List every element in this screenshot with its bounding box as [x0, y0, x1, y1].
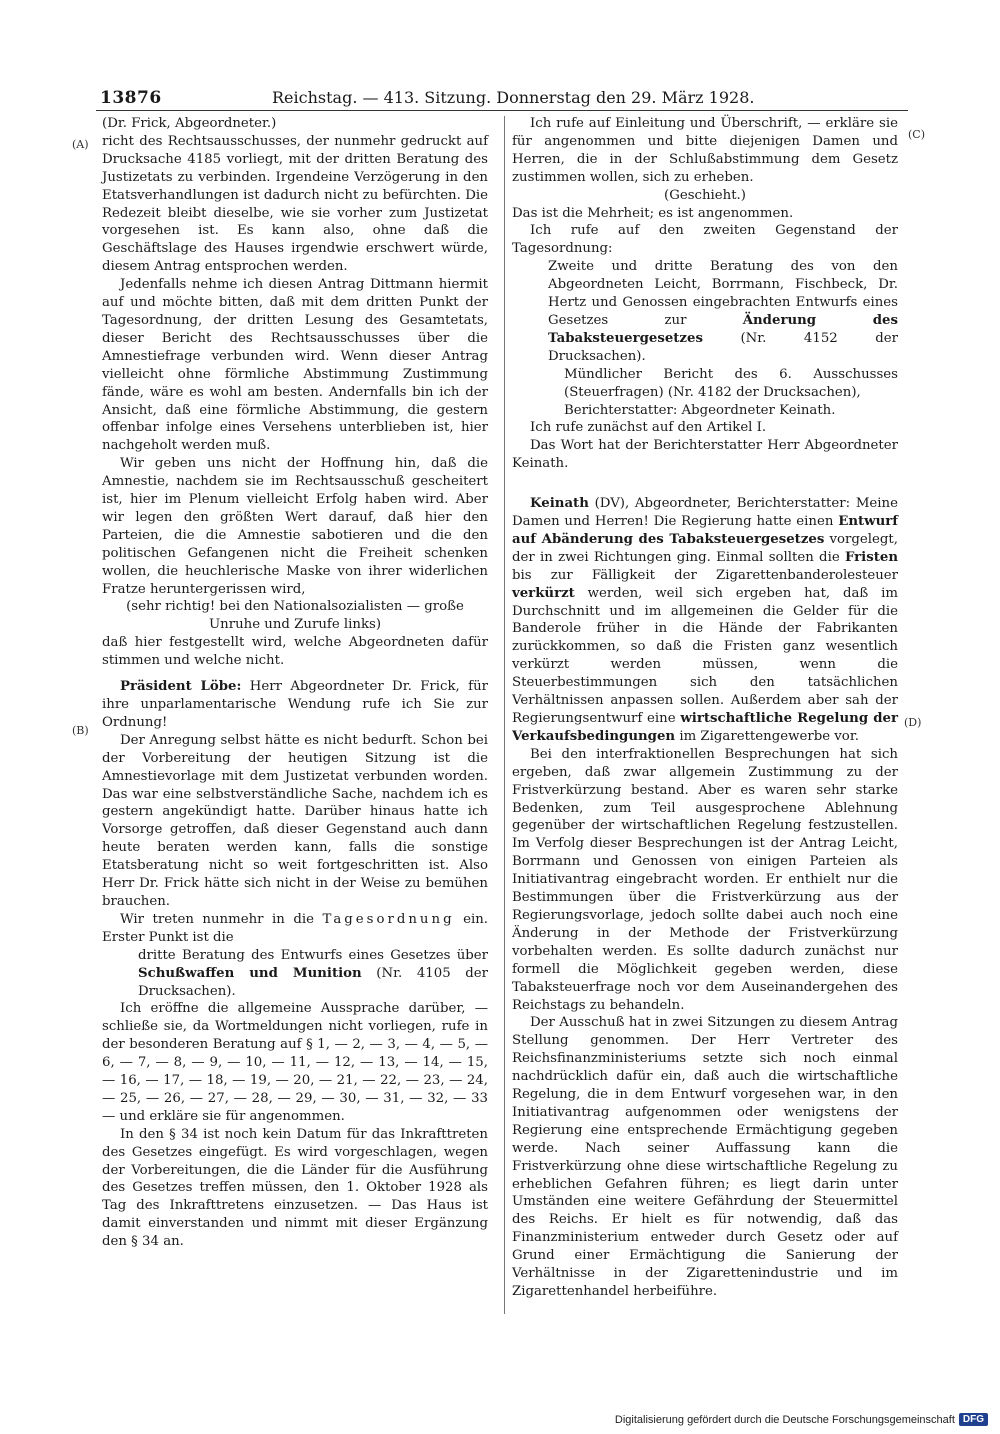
emphasis: Fristen	[844, 549, 898, 565]
paragraph: richt des Rechtsausschusses, der nunmehr gedruckt auf Drucksache 4185 vorliegt, mit der dritten Beratung des Justizetats zu verbinden. Irgendeine Verzögerung in den Etatsverhandlungen ist dadurch nicht zu befürchten. Die Redezeit bleibt dieselbe, wie sie vorher zum Justizetat vorgesehen ist. Es kann also, ohne daß die Geschäftslage des Hauses irgendwie erschwert würde, diesem Antrag entsprochen werden.	[102, 133, 488, 275]
footer-text: Digitalisierung gefördert durch die Deutsche Forschungsgemeinschaft	[614, 1413, 955, 1426]
speaker-continuation: (Dr. Frick, Abgeordneter.)	[102, 116, 277, 131]
paragraph: Der Ausschuß hat in zwei Sitzungen zu diesem Antrag Stellung genommen. Der Herr Vertreter des Reichsfinanzministeriums setzte sich noch einmal nachdrücklich dafür ein, daß auch die wirtschaftliche Regelung, die in dem Entwurf vorgesehen war, in den Initiativantrag aufgenommen oder wenigstens der Regierung eine entsprechende Ermächtigung gegeben werde. Nach seiner Auffassung kann die Fristverkürzung ohne diese wirtschaftliche Regelung zu erheblichen Gefahren führen; es liegt darin unter Umständen eine weitere Gefährdung der Steuermittel des Reichs. Er hielt es für notwendig, daß das Finanzministerium entweder durch Gesetz oder auf Grund einer Ermächtigung die Sanierung der Verhältnisse in der Zigarettenindustrie und im Zigarettenhandel herbeiführe.	[512, 1015, 898, 1299]
agenda-title: Änderung des Tabaksteuergesetzes	[548, 312, 898, 346]
speaker-name: Präsident Löbe:	[120, 679, 242, 695]
paragraph: Bei den interfraktionellen Besprechungen hat sich ergeben, daß zwar allgemein Zustimmung zu der Fristverkürzung bestand. Aber es waren sehr starke Bedenken, zum Teil ausgesprochene Ablehnung gegenüber der wirtschaftlichen Regelung festzustellen. Im Verfolg dieser Besprechungen ist der Antrag Leicht, Borrmann und Genossen von einigen Parteien als Initiativantrag eingebracht worden. Er enthielt nur die Bestimmungen über die Fristverkürzung aus der Regierungsvorlage, jedoch sollte dabei auch noch eine Änderung in der Methode der Fristverkürzung vorbehalten werden. Es sollte dadurch zunächst nur formell die Möglichkeit gegeben werden, diese Tabaksteuerfrage noch vor dem Auseinandergehen des Reichstags zu behandeln.	[512, 746, 898, 1013]
agenda-item: Zweite und dritte Beratung des von den Abgeordneten Leicht, Borrmann, Fischbeck, Dr. Hertz und Genossen eingebrachten Entwurfs eines Gesetzes zur Änderung des Tabaksteuergesetzes (Nr. 4152 der Drucksachen).	[548, 259, 898, 364]
emphasis: wirtschaftliche Regelung der Verkaufsbedingungen	[512, 711, 899, 744]
margin-mark-a: (A)	[72, 138, 89, 151]
paragraph: Ich rufe zunächst auf den Artikel I.	[530, 420, 767, 436]
agenda-item: dritte Beratung des Entwurfs eines Gesetzes über Schußwaffen und Munition (Nr. 4105 der Drucksachen).	[138, 947, 489, 999]
rapporteur-line: Berichterstatter: Abgeordneter Keinath.	[564, 402, 836, 418]
speaker-name: Keinath	[530, 496, 589, 512]
interjection: (sehr richtig! bei den Nationalsozialisten — große Unruhe und Zurufe links)	[126, 599, 464, 633]
paragraph: Der Anregung selbst hätte es nicht bedurft. Schon bei der Vorbereitung der heutigen Sitzung ist die Amnestievorlage mit dem Justizetat verbunden worden. Das war eine selbstverständliche Sache, nachdem ich es gestern angekündigt hatte. Darüber hinaus hatte ich Vorsorge getroffen, daß dieser Gegenstand auch dann heute beraten werden kann, falls die sonstige Etatsberatung nicht so weit fortgeschritten ist. Also Herr Dr. Frick hätte sich nicht in der Weise zu bemühen brauchen.	[102, 732, 488, 909]
margin-mark-b: (B)	[72, 724, 89, 737]
paragraph: Ich rufe auf den zweiten Gegenstand der Tagesordnung:	[512, 223, 898, 257]
right-column	[512, 115, 898, 1301]
paragraph: Das ist die Mehrheit; es ist angenommen.	[512, 205, 794, 221]
spaced-term: Tagesordnung	[322, 911, 455, 927]
speech-start: Präsident Löbe: Herr Abgeordneter Dr. Frick, für ihre unparlamentarische Wendung rufe ich Sie zur Ordnung!	[102, 679, 488, 730]
margin-mark-d: (D)	[904, 716, 922, 729]
paragraph: Jedenfalls nehme ich diesen Antrag Dittmann hiermit auf und möchte bitten, daß mit dem dritten Punkt der Tagesordnung, der dritten Lesung des Gesamtetats, dieser Bericht des Rechtsausschusses über die Amnestiefrage verbunden wird. Wenn dieser Antrag vielleicht ohne förmliche Abstimmung Zustimmung fände, wäre es wohl am besten. Andernfalls bin ich der Ansicht, daß eine förmliche Abstimmung, die gestern offenbar infolge eines Versehens unterblieben ist, hier nachgeholt werden muß.	[102, 277, 488, 454]
running-head: Reichstag. — 413. Sitzung. Donnerstag den 29. März 1928.	[272, 88, 755, 107]
dfg-logo-icon: DFG	[959, 1413, 988, 1426]
paragraph: Ich rufe auf Einleitung und Überschrift, — erkläre sie für angenommen und bitte diejenigen Damen und Herren, die in der Schlußabstimmung dem Gesetz zustimmen wollen, sich zu erheben.	[512, 116, 898, 185]
interjection: (Geschieht.)	[664, 187, 746, 203]
paragraph: Wir geben uns nicht der Hoffnung hin, daß die Amnestie, nachdem sie im Rechtsausschuß gescheitert ist, hier im Plenum vielleicht Erfolg haben wird. Aber wir legen den größten Wert darauf, daß hier den Parteien, die die Amnestie sabotieren und die den politischen Gefangenen nicht die Freiheit schenken wollen, die heuchlerische Maske von ihrer widerlichen Fratze heruntergerissen wird,	[102, 456, 488, 597]
header-rule	[96, 110, 908, 111]
emphasis: verkürzt	[512, 585, 575, 601]
paragraph: In den § 34 ist noch kein Datum für das Inkrafttreten des Gesetzes eingefügt. Es wird vorgeschlagen, wegen der Vorbereitungen, die die Länder für die Ausführung des Gesetzes treffen müssen, den 1. Oktober 1928 als Tag des Inkrafttretens einzusetzen. — Das Haus ist damit einverstanden und nimmt mit dieser Ergänzung den § 34 an.	[102, 1126, 488, 1250]
paragraph: Ich eröffne die allgemeine Aussprache darüber, — schließe sie, da Wortmeldungen nicht vorliegen, rufe in der besonderen Beratung auf § 1, — 2, — 3, — 4, — 5, — 6, — 7, — 8, — 9, — 10, — 11, — 12, — 13, — 14, — 15, — 16, — 17, — 18, — 19, — 20, — 21, — 22, — 23, — 24, — 25, — 26, — 27, — 28, — 29, — 30, — 31, — 32, — 33 — und erkläre sie für angenommen.	[102, 1001, 488, 1124]
paragraph: daß hier festgestellt wird, welche Abgeordneten dafür stimmen und welche nicht.	[102, 635, 488, 669]
left-column	[102, 115, 488, 1251]
paragraph: Das Wort hat der Berichterstatter Herr Abgeordneter Keinath.	[512, 438, 898, 472]
emphasis: Entwurf auf Abänderung des Tabaksteuergesetzes	[512, 514, 898, 547]
page-number: 13876	[100, 88, 162, 108]
speech-start: Keinath (DV), Abgeordneter, Berichterstatter: Meine Damen und Herren! Die Regierung hatte einen Entwurf auf Abänderung des Tabaksteuergesetzes vorgelegt, der in zwei Richtungen ging. Einmal sollten die Fristen bis zur Fälligkeit der Zigarettenbanderolesteuer verkürzt werden, weil sich ergeben hat, daß im Durchschnitt und im allgemeinen die Gelder für die Banderole früher in die Hände der Fabrikanten zurückkommen, so daß die Fristen ganz wesentlich verkürzt werden müssen, wenn die Steuerbestimmungen sich den tatsächlichen Verhältnissen anpassen sollen. Außerdem aber sah der Regierungsentwurf eine wirtschaftliche Regelung der Verkaufsbedingungen im Zigarettengewerbe vor.	[512, 496, 899, 744]
column-divider	[504, 116, 505, 1314]
paragraph: Wir treten nunmehr in die Tagesordnung ein. Erster Punkt ist die	[102, 911, 489, 945]
margin-mark-c: (C)	[908, 128, 925, 141]
agenda-title: Schußwaffen und Munition	[138, 965, 362, 981]
report-line: Mündlicher Bericht des 6. Ausschusses (Steuerfragen) (Nr. 4182 der Drucksachen),	[564, 366, 898, 400]
footer	[615, 1413, 988, 1426]
